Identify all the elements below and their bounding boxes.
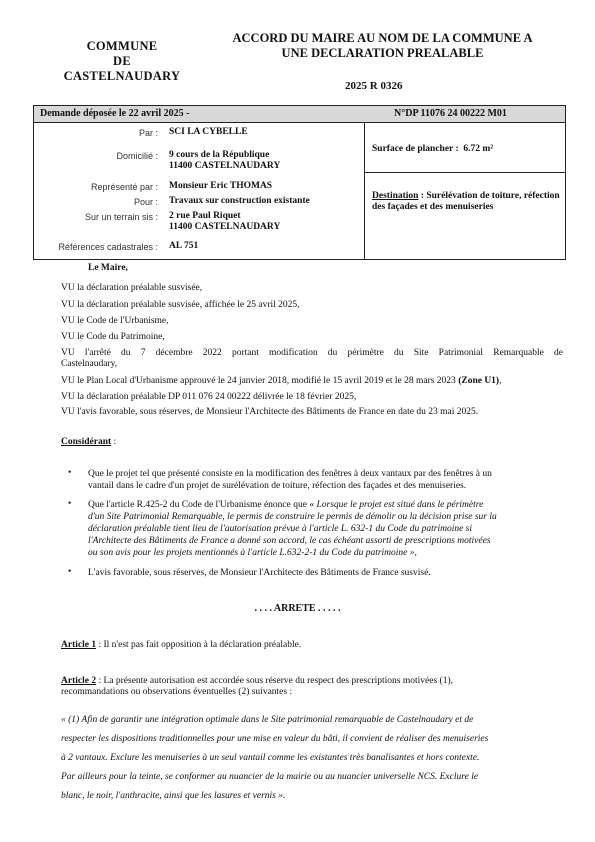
- label-represente: Représenté par :: [90, 182, 158, 192]
- zone-suffix: ,: [499, 376, 502, 386]
- vu-line: VU la déclaration préalable DP 011 076 24 00222 délivrée le 18 février 2025,: [61, 392, 357, 402]
- quote-line: respecter les dispositions traditionnelles pour une mise en valeur du bâti, il convient de réaliser des menuiseries: [61, 734, 489, 744]
- title-line: ACCORD DU MAIRE AU NOM DE LA COMMUNE A: [232, 31, 533, 45]
- vu-line: VU la déclaration préalable susvisée, affichée le 25 avril 2025,: [61, 300, 300, 310]
- vu-line: VU le Code du Patrimoine,: [61, 332, 165, 342]
- quote-line: « (1) Afin de garantir une intégration optimale dans le Site patrimonial remarquable de Castelnaudary et de: [61, 715, 474, 725]
- bullet: •: [68, 499, 72, 509]
- surface-plancher: [372, 144, 562, 155]
- text-line: déclaration préalable tient lieu de l'autorisation prévue à l'article L. 632-1 du Code du patrimoine si: [88, 524, 473, 534]
- dossier-number: N°DP 11076 24 00222 M01: [394, 108, 507, 119]
- quote-line: blanc, le noir, l'anthracite, ainsi que les lasures et vernis ».: [61, 791, 286, 801]
- article1-label: Article 1: [61, 640, 97, 650]
- bullet2-lead: Que l'article R.425-2 du Code de l'Urbanisme énonce que «: [88, 500, 317, 510]
- text-line: [88, 499, 563, 511]
- value-terrain-line1: 2 rue Paul Riquet: [169, 211, 241, 221]
- vu-line: VU la déclaration préalable susvisée,: [61, 283, 203, 293]
- label-cadastre: Références cadastrales :: [58, 242, 158, 252]
- considerant-2: [88, 499, 563, 559]
- article-2: [61, 676, 566, 698]
- bullet2-italic: Lorsque le projet est situé dans le périmètre: [316, 500, 484, 510]
- title-line: UNE DECLARATION PREALABLE: [281, 46, 484, 60]
- value-par: SCI LA CYBELLE: [169, 127, 248, 137]
- destination: [372, 191, 562, 213]
- destination-label: Destination: [372, 191, 419, 201]
- vu-line: VU l'avis favorable, sous réserves, de Monsieur l'Architecte des Bâtiments de France en date du 23 mai 2025.: [61, 407, 479, 417]
- vu-line: Castelnaudary,: [61, 359, 118, 369]
- article2-label: Article 2: [61, 676, 97, 686]
- document-title: [210, 31, 555, 61]
- considerant-label: Considérant: [61, 437, 112, 447]
- text-line: [61, 676, 566, 687]
- article1-text: : Il n'est pas fait opposition à la déclaration préalable.: [96, 640, 302, 650]
- vu-plu-text: VU le Plan Local d'Urbanisme approuvé le 24 janvier 2018, modifié le 15 avril 2019 et le 28 mars 2023: [61, 376, 459, 386]
- request-info-box: [33, 105, 566, 260]
- article-1: [61, 640, 566, 651]
- box-header: [34, 106, 565, 123]
- bullet: •: [68, 567, 72, 577]
- value-terrain-line2: 11400 CASTELNAUDARY: [169, 222, 281, 232]
- arrete-reference: 2025 R 0326: [345, 80, 403, 92]
- bullet: •: [68, 468, 72, 478]
- commune-line: DE: [113, 54, 131, 68]
- commune-line: CASTELNAUDARY: [63, 69, 181, 83]
- text-line: Que le projet tel que présenté consiste en la modification des fenêtres à deux vantaux par des fenêtres à un: [88, 469, 492, 479]
- zone-label: (Zone U1): [458, 376, 500, 386]
- commune-name: [52, 39, 192, 84]
- text-line: ou son avis pour les projets mentionnés à l'article L.632-2-1 du Code du patrimoine »,: [88, 548, 417, 558]
- considerant-3: L'avis favorable, sous réserves, de Monsieur l'Architecte des Bâtiments de France susvisé.: [88, 568, 431, 578]
- article2-text: : La présente autorisation est accordée sous réserve du respect des prescriptions motivées (1),: [96, 676, 453, 686]
- commune-line: COMMUNE: [86, 39, 158, 53]
- considerant-heading: [61, 437, 566, 448]
- text-line: d'un Site Patrimonial Remarquable, le permis de construire le permis de démolir ou la décision prise sur la: [88, 512, 497, 522]
- value-represente: Monsieur Eric THOMAS: [169, 181, 273, 191]
- label-domicile: Domicilié :: [116, 151, 158, 161]
- text-line: vantail dans le cadre d'un projet de surélévation de toiture, réfection des façades et des menuiseries.: [88, 481, 467, 491]
- quote-line: Par ailleurs pour la teinte, se conformer au nuancier de la mairie ou au nuancier universelle NCS. Exclure le: [61, 772, 479, 782]
- value-cadastre: AL 751: [169, 241, 199, 251]
- vu-line: VU l'arrêté du 7 décembre 2022 portant modification du périmètre du Site Patrimonial Remarquable de: [61, 348, 563, 358]
- row-divider: [364, 172, 565, 173]
- arrete-heading: . . . . ARRETE . . . . .: [254, 603, 341, 614]
- considerant-1: [88, 468, 563, 492]
- label-par: Par :: [138, 128, 158, 138]
- destination-text: : Surélévation de toiture, réfection des façades et des menuiseries: [372, 191, 560, 212]
- demande-date: Demande déposée le 22 avril 2025 -: [40, 108, 190, 119]
- value-domicile-line2: 11400 CASTELNAUDARY: [169, 161, 281, 171]
- vu-line-plu: [61, 376, 566, 387]
- surface-value: 6.72 m²: [463, 144, 494, 154]
- quote-line: à 2 vantaux. Exclure les menuiseries à un seul vantail comme les existantes très banalisantes et hors contexte.: [61, 753, 480, 763]
- surface-label: Surface de plancher :: [372, 144, 459, 154]
- value-pour: Travaux sur construction existante: [169, 196, 310, 206]
- prescriptions-quote: [61, 711, 566, 806]
- le-maire: Le Maire,: [88, 263, 128, 273]
- vu-line: VU le Code de l'Urbanisme,: [61, 316, 169, 326]
- text-line: l'Architecte des Bâtiments de France a donné son accord, le cas échéant assorti de prescriptions motivées: [88, 536, 491, 546]
- value-domicile-line1: 9 cours de la République: [169, 150, 270, 160]
- text-line: recommandations ou observations éventuelles (2) suivantes :: [61, 687, 293, 697]
- considerant-suffix: :: [111, 437, 117, 447]
- column-divider: [364, 123, 365, 259]
- label-pour: Pour :: [133, 197, 158, 207]
- label-terrain: Sur un terrain sis :: [84, 212, 158, 222]
